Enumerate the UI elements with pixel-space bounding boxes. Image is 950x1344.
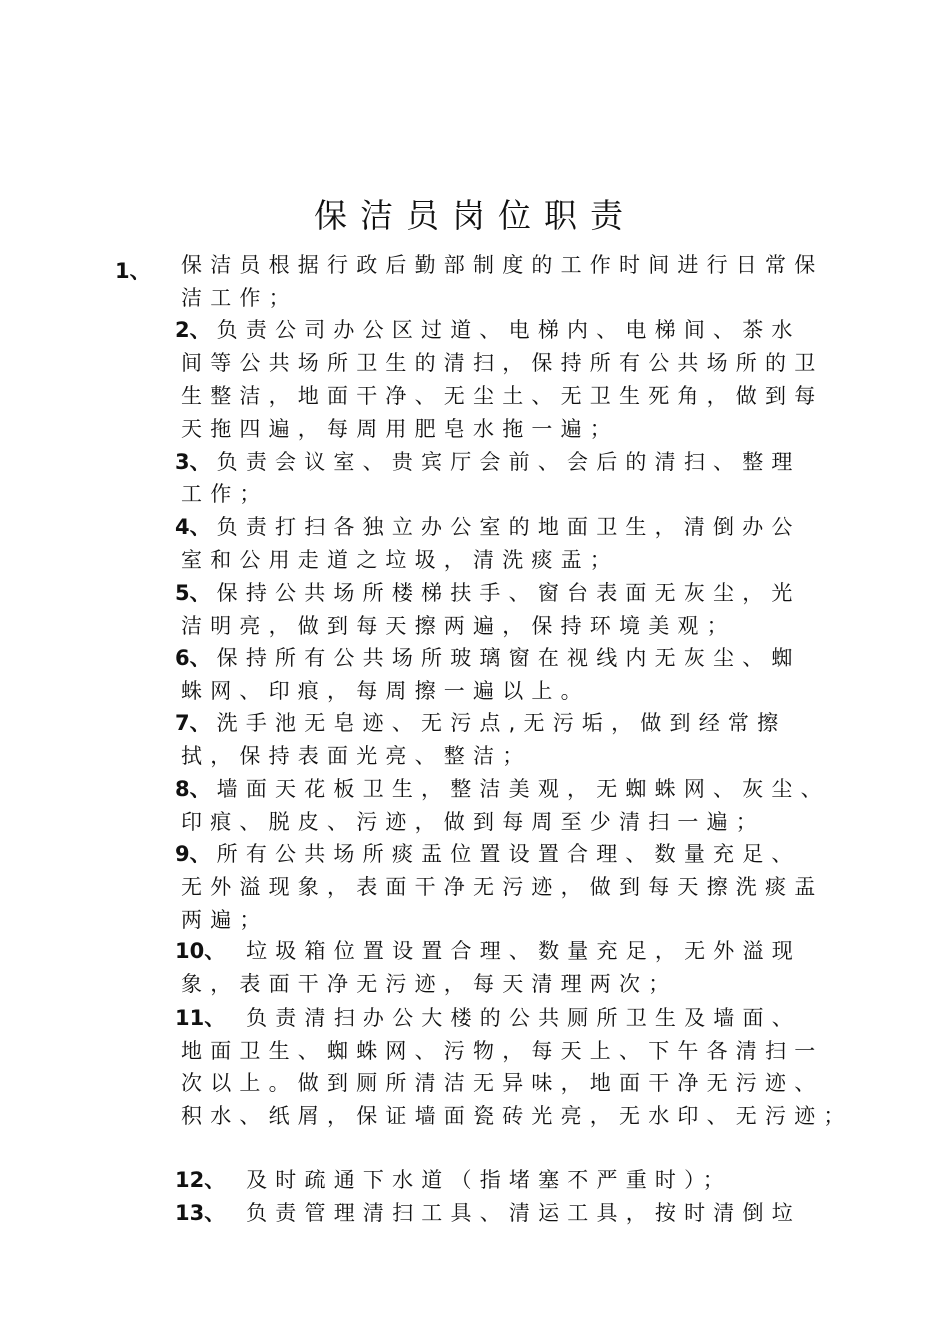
text-line: 生整洁，地面干净、无尘土、无卫生死角，做到每 xyxy=(181,384,824,408)
text-line: 象，表面干净无污迹，每天清理两次； xyxy=(181,972,678,996)
item-1-number: 1、 xyxy=(115,259,151,283)
text-line: 两遍； xyxy=(181,908,269,932)
text-line: 室和公用走道之垃圾，清洗痰盂； xyxy=(181,548,619,572)
text-line: 地面卫生、蜘蛛网、污物，每天上、下午各清扫一 xyxy=(181,1039,824,1063)
text-line: 拭，保持表面光亮、整洁； xyxy=(181,744,532,768)
text-line: 工作； xyxy=(181,482,269,506)
text-line: 3、 负责会议室、贵宾厅会前、会后的清扫、整理 xyxy=(175,450,801,474)
text-line: 印痕、脱皮、污迹，做到每周至少清扫一遍； xyxy=(181,810,765,834)
text-line: 洁工作； xyxy=(181,286,298,310)
text-line: 无外溢现象，表面干净无污迹，做到每天擦洗痰盂 xyxy=(181,875,824,899)
text-line: 5、 保持公共场所楼梯扶手、窗台表面无灰尘，光 xyxy=(175,581,801,605)
text-line: 6、 保持所有公共场所玻璃窗在视线内无灰尘、蜘 xyxy=(175,646,801,670)
text-line: 保洁员根据行政后勤部制度的工作时间进行日常保 xyxy=(181,253,824,277)
text-line: 洁明亮，做到每天擦两遍，保持环境美观； xyxy=(181,614,736,638)
text-line: 12、 及时疏通下水道（指堵塞不严重时）； xyxy=(175,1168,733,1192)
document-title: 保洁员岗位职责 xyxy=(314,196,636,235)
text-line: 9、 所有公共场所痰盂位置设置合理、数量充足、 xyxy=(175,842,801,866)
text-line: 10、 垃圾箱位置设置合理、数量充足，无外溢现 xyxy=(175,939,801,963)
text-line: 次以上。做到厕所清洁无异味，地面干净无污迹、 xyxy=(181,1071,824,1095)
text-line: 积水、纸屑，保证墙面瓷砖光亮，无水印、无污迹； xyxy=(181,1104,853,1128)
text-line: 11、 负责清扫办公大楼的公共厕所卫生及墙面、 xyxy=(175,1006,801,1030)
text-line: 8、 墙面天花板卫生，整洁美观，无蜘蛛网、灰尘、 xyxy=(175,777,830,801)
text-line: 天拖四遍，每周用肥皂水拖一遍； xyxy=(181,417,619,441)
text-line: 7、 洗手池无皂迹、无污点,无污垢，做到经常擦 xyxy=(175,711,787,735)
text-line: 4、 负责打扫各独立办公室的地面卫生，清倒办公 xyxy=(175,515,801,539)
text-line: 蛛网、印痕，每周擦一遍以上。 xyxy=(181,679,590,703)
text-line: 13、 负责管理清扫工具、清运工具，按时清倒垃 xyxy=(175,1201,801,1225)
text-line: 2、 负责公司办公区过道、电梯内、电梯间、茶水 xyxy=(175,318,801,342)
text-line: 间等公共场所卫生的清扫，保持所有公共场所的卫 xyxy=(181,351,824,375)
